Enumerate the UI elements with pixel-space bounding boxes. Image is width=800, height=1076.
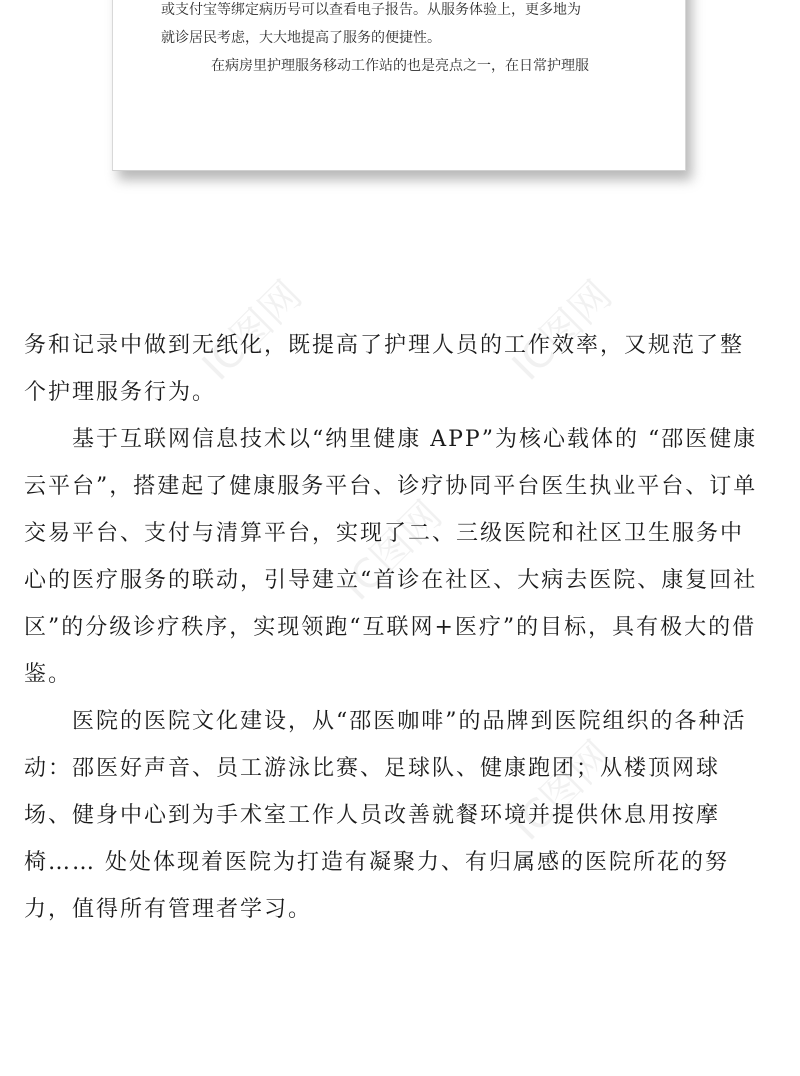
article-line: 医院的医院文化建设，从“邵医咖啡”的品牌到医院组织的各种活 — [72, 709, 747, 734]
watermark: IC图网 — [193, 272, 311, 390]
card-line: 在病房里护理服务移动工作站的也是亮点之一，在日常护理服 — [211, 58, 589, 74]
article-line: 力，值得所有管理者学习。 — [24, 897, 313, 922]
article-line: 基于互联网信息技术以“纳里健康 APP”为核心载体的 “邵医健康 — [72, 427, 758, 452]
article-line: 心的医疗服务的联动，引导建立“首诊在社区、大病去医院、康复回社 — [24, 568, 758, 593]
watermark: IC图网 — [503, 272, 621, 390]
article-line: 椅…… 处处体现着医院为打造有凝聚力、有归属感的医院所花的努 — [24, 850, 729, 875]
card-text — [161, 0, 661, 80]
article-line: 交易平台、支付与清算平台，实现了二、三级医院和社区卫生服务中 — [24, 521, 745, 546]
article-body — [24, 322, 780, 933]
watermark: IC图网 — [503, 732, 621, 850]
article-line: 动：邵医好声音、员工游泳比赛、足球队、健康跑团；从楼顶网球 — [24, 756, 721, 781]
watermark: IC图网 — [333, 492, 451, 610]
article-line: 个护理服务行为。 — [24, 380, 217, 405]
article-line: 鉴。 — [24, 662, 73, 687]
article-line: 区”的分级诊疗秩序，实现领跑“互联网+医疗”的目标，具有极大的借 — [24, 615, 757, 640]
card-line: 或支付宝等绑定病历号可以查看电子报告。从服务体验上，更多地为 — [161, 2, 581, 18]
article-line: 场、健身中心到为手术室工作人员改善就餐环境并提供休息用按摩 — [24, 803, 721, 828]
card-line: 就诊居民考虑，大大地提高了服务的便捷性。 — [161, 30, 441, 46]
article-line: 云平台”，搭建起了健康服务平台、诊疗协同平台医生执业平台、订单 — [24, 474, 758, 499]
document-card — [112, 0, 686, 171]
article-line: 务和记录中做到无纸化，既提高了护理人员的工作效率，又规范了整 — [24, 333, 745, 358]
